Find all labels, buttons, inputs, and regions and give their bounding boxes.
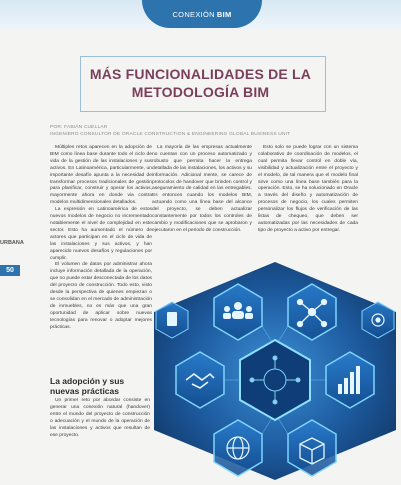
article-title-line1: MÁS FUNCIONALIDADES DE LA [89,66,312,82]
column-2 [152,145,252,235]
article-title-line2: METODOLOGÍA BIM [131,84,270,100]
column-3 [258,145,358,235]
subheading: La adopción y sus nuevas prácticas [50,376,125,396]
hexagon-illustration [148,262,401,480]
byline-author: POR: FABIÁN CUELLAR [50,125,108,130]
section-name: BIM [216,9,232,19]
hexagon-illustration-svg [148,262,401,480]
section-prefix: CONEXIÓN [172,9,215,19]
section-tab [142,0,262,28]
sidebar-label: URBANA [0,240,24,246]
document-icon [167,312,177,326]
column-1-continued [50,398,150,439]
byline [50,124,290,138]
paragraph: Un primer reto por abordar consiste en generar una conexión natural (handover) entre el mundo del proyecto de construcción o adecuación y el mundo de la operación de las instalaciones y activos que resultan de ese proyecto. [50,398,150,438]
column-1 [50,145,152,331]
paragraph: La mayoría de las empresas actualmente no cuentan con un proceso automatizado y robusto que permita hacer la entrega detallada de las instalaciones, los activos y su información. Adicional mente, se carece de protocolos de handover que brinden control y aseguramiento de calidad en las entregables. Es entonces cuando los modelos BIM, actuando como una línea base del alcance del proyecto, se deben actualizar constantemente por todos los controles de cambio y modificaciones que se aprobaron y ejecutaron en el periodo de construcción. [152,145,252,233]
byline-role: INGENIERO CONSULTOR DE ORACLE CONSTRUCTION & ENGINEERING GLOBAL BUSINESS UNIT [50,132,291,137]
paragraph: El volumen de datos por administrar ahora incluye información detallada de la operación, que no puede estar desconectada de los datos del proyecto de construcción. Todo esto, visto desde la perspectiva de quienes empiezan o se consolidan en el mercado de administración de inmuebles, no es más que una gran oportunidad de aplicar sobre nuevas tecnologías para renovar o adoptar mejores prácticas. [50,262,152,330]
paragraph: La expresión en Latinoamérica de estos nuevos modelos de negocio no incrementado notablemente el nivel de complejidad en este sector. Esto ha aumentado el número de actores que participan en el ciclo de vida de las instalaciones y sus activos, y han aparecido nuevos desafíos y regulaciones por cumplir. [50,207,152,261]
paragraph: Múltiples retos aparecen en la adopción de BIM como línea base durante todo el ciclo de vida de la gestión de las instalaciones y sus activos. En Latinoamérica, particularmente, un importante desafío apunta a la necesidad de transformar procesos tradicionales de gestión para planificar, construir y operar los activos, mayormente ahora en donde via contra modelos multidimensionales detallados. [50,145,152,206]
paragraph: Esto solo se puede lograr con un sistema colaborativo de coordinación de modelos, el cual permita llevar control en doble vía, visibilidad y actualización entre el proyecto y el modelo, de tal manera que el modelo final sirve como una línea base también para la operación. Esto, se ha solucionado en Oracle a través del diseño y automatización de procesos de negocio, los cuales permiten personalizar los flujos de verificación de las listas de chequeo, que deben ser automatizadas por las necesidades de cada tipo de proyecto a activo por entregar. [258,145,358,233]
page-number: 50 [0,265,20,276]
